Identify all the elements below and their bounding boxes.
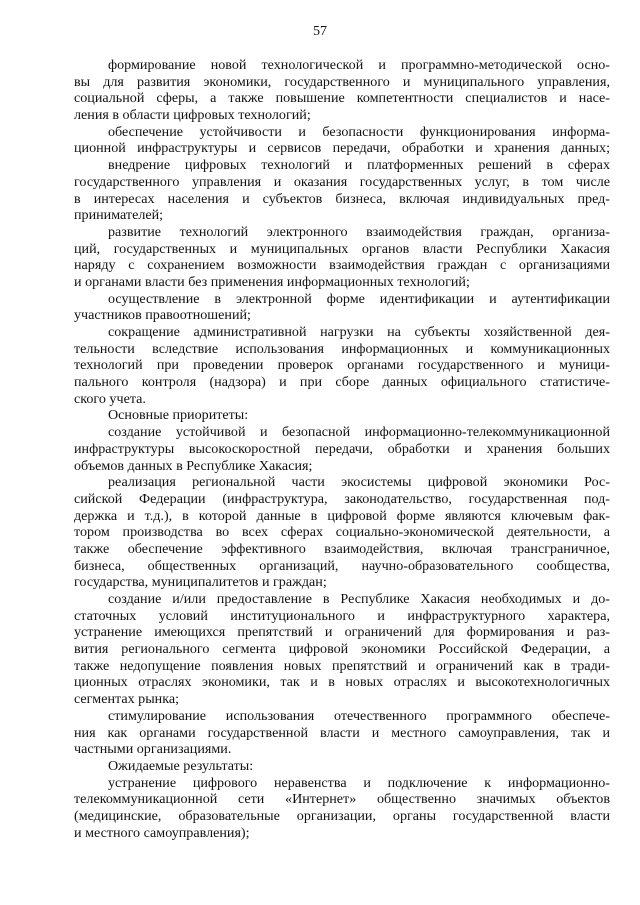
text-line: сегментах рынка; bbox=[74, 691, 180, 708]
text-line: в интересах населения и субъектов бизнеса, включая индивидуальных пред- bbox=[74, 190, 610, 207]
text-line: государства, муниципалитетов и граждан; bbox=[74, 574, 327, 591]
text-line: вития регионального сегмента цифровой экономики Российской Федерации, а bbox=[74, 641, 610, 658]
document-body bbox=[74, 57, 610, 841]
text-line: создание устойчивой и безопасной информационно-телекоммуникационной bbox=[108, 424, 610, 441]
text-line: и органами власти без применения информационных технологий; bbox=[74, 273, 470, 290]
text-line: участников правоотношений; bbox=[74, 307, 251, 324]
text-line: ления в области цифровых технологий; bbox=[74, 107, 311, 124]
text-line: также обеспечение эффективного взаимодействия, включая трансграничное, bbox=[74, 540, 610, 557]
text-line: стимулирование использования отечественного программного обеспече- bbox=[108, 707, 610, 724]
text-line: тором производства во всех сферах социально-экономической деятельности, а bbox=[74, 524, 610, 541]
text-line: статочных условий институционального и инфраструктурного характера, bbox=[74, 607, 610, 624]
text-line: пального контроля (надзора) и при сборе данных официального статистиче- bbox=[74, 374, 610, 391]
text-line: ционной инфраструктуры и сервисов передачи, обработки и хранения данных; bbox=[74, 140, 610, 157]
text-line: устранение имеющихся препятствий и ограничений для формирования и раз- bbox=[74, 624, 610, 641]
text-line: телекоммуникационной сети «Интернет» общественно значимых объектов bbox=[74, 791, 610, 808]
text-line: Основные приоритеты: bbox=[108, 407, 249, 424]
text-line: обеспечение устойчивости и безопасности функционирования информа- bbox=[108, 123, 610, 140]
text-line: Ожидаемые результаты: bbox=[108, 757, 254, 774]
text-line: социальной сферы, а также повышение компетентности специалистов и насе- bbox=[74, 90, 610, 107]
text-line: реализация региональной части экосистемы цифровой экономики Рос- bbox=[108, 474, 610, 491]
page-number: 57 bbox=[313, 24, 327, 39]
text-line: ского учета. bbox=[74, 390, 146, 407]
text-line: наряду с сохранением возможности взаимодействия граждан с организациями bbox=[74, 257, 610, 274]
text-line: осуществление в электронной форме идентификации и аутентификации bbox=[108, 290, 610, 307]
text-line: также недопущение появления новых препятствий и ограничений как в тради- bbox=[74, 657, 610, 674]
text-line: держка и т.д.), в которой данные в цифровой форме являются ключевым фак- bbox=[74, 507, 610, 524]
text-line: принимателей; bbox=[74, 207, 164, 224]
text-line: объемов данных в Республике Хакасия; bbox=[74, 457, 313, 474]
text-line: устранение цифрового неравенства и подключение к информационно- bbox=[108, 774, 610, 791]
text-line: развитие технологий электронного взаимодействия граждан, организа- bbox=[108, 223, 610, 240]
text-line: ния как органами государственной власти и местного самоуправления, так и bbox=[74, 724, 610, 741]
text-line: (медицинские, образовательные организации, органы государственной власти bbox=[74, 807, 610, 824]
text-line: ционных отраслях экономики, так и в новых отраслях и высокотехнологичных bbox=[74, 674, 610, 691]
text-line: и местного самоуправления); bbox=[74, 824, 250, 841]
text-line: технологий при проведении проверок органами государственного и муници- bbox=[74, 357, 610, 374]
text-line: бизнеса, общественных организаций, научно-образовательного сообщества, bbox=[74, 557, 610, 574]
text-line: тельности вследствие использования информационных и коммуникационных bbox=[74, 340, 610, 357]
text-line: инфраструктуры высокоскоростной передачи, обработки и хранения больших bbox=[74, 440, 610, 457]
text-line: сокращение административной нагрузки на субъекты хозяйственной дея- bbox=[108, 324, 610, 340]
text-line: создание и/или предоставление в Республике Хакасия необходимых и до- bbox=[108, 591, 610, 607]
text-line: внедрение цифровых технологий и платформенных решений в сферах bbox=[108, 157, 610, 174]
text-line: частными организациями. bbox=[74, 741, 232, 758]
text-line: сийской Федерации (инфраструктура, законодательство, государственная под- bbox=[74, 490, 610, 507]
text-line: вы для развития экономики, государственного и муниципального управления, bbox=[74, 73, 610, 90]
text-line: формирование новой технологической и программно-методической осно- bbox=[108, 57, 610, 73]
text-line: ций, государственных и муниципальных органов власти Республики Хакасия bbox=[74, 240, 610, 257]
text-line: государственного управления и оказания государственных услуг, в том числе bbox=[74, 173, 610, 190]
